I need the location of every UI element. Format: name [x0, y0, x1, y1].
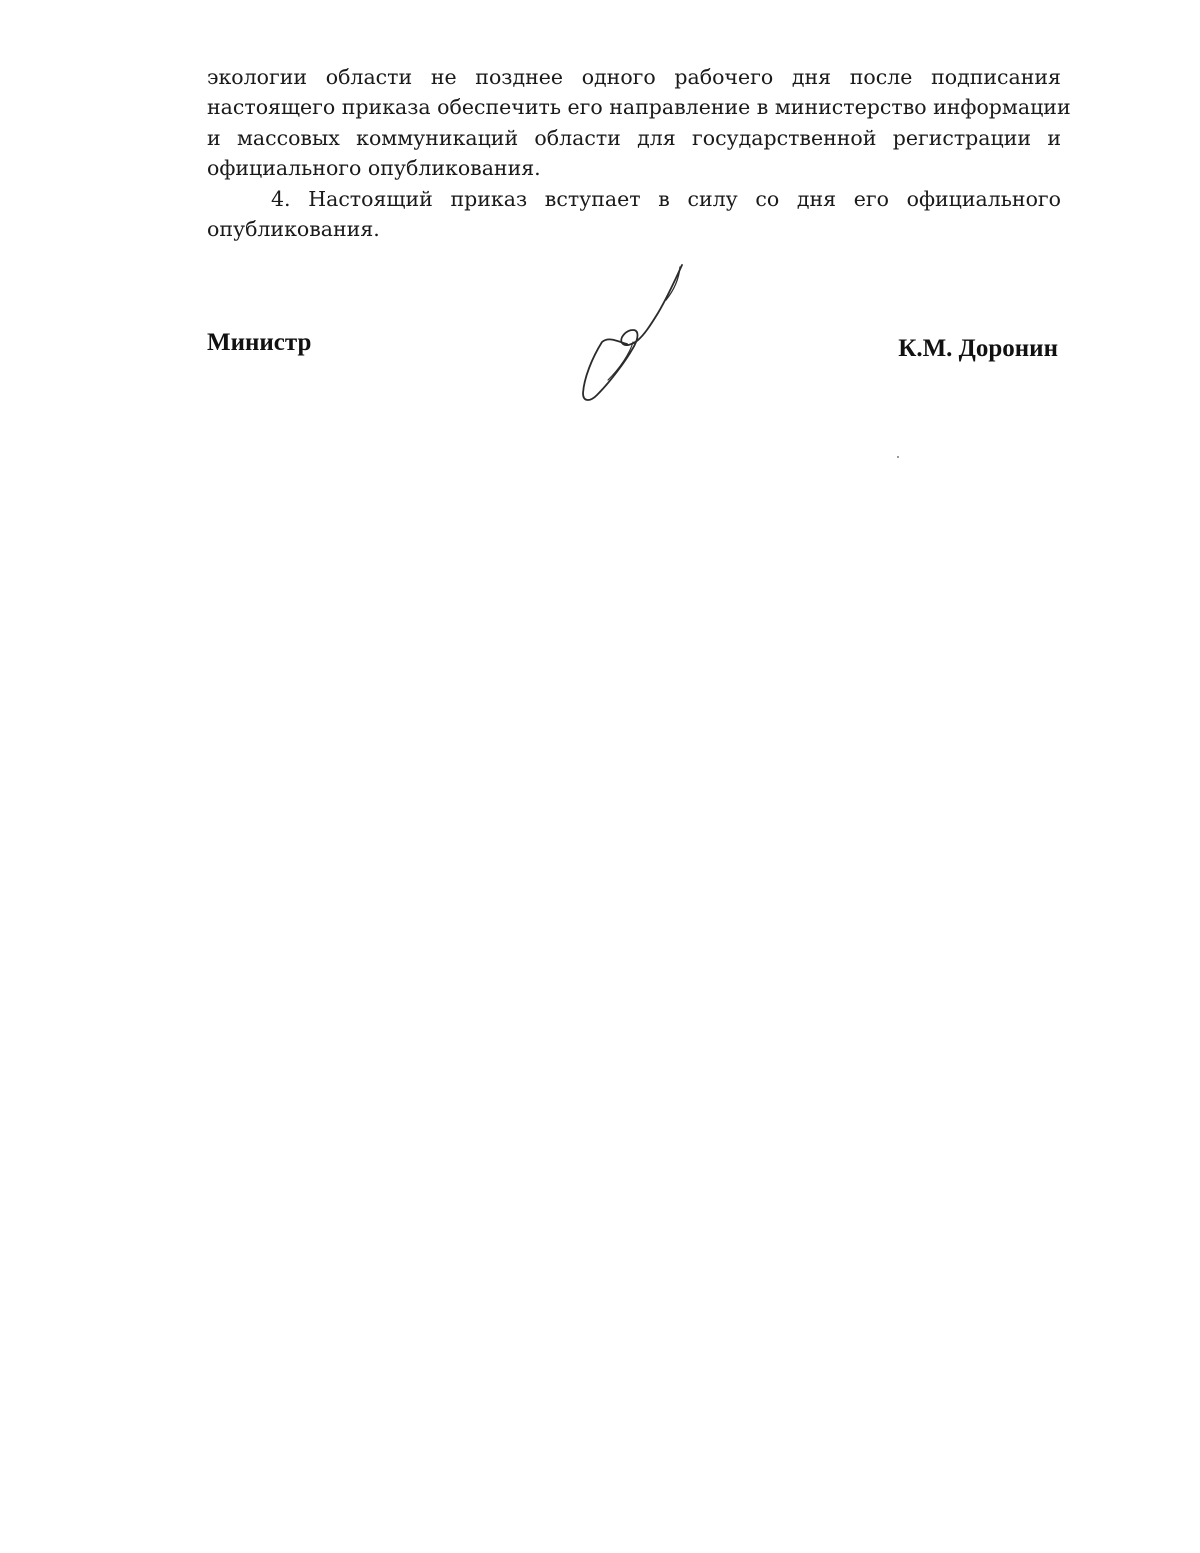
- signatory-title: Министр: [207, 329, 312, 356]
- scan-speck: [897, 456, 899, 458]
- signatory-name: К.М. Доронин: [898, 335, 1058, 362]
- paragraph-line-3: и массовых коммуникаций области для государственной регистрации и: [207, 125, 1061, 150]
- item-4-line-1: 4. Настоящий приказ вступает в силу со дня его официального: [271, 186, 1061, 211]
- paragraph-line-2: настоящего приказа обеспечить его направление в министерство информации: [207, 95, 1071, 120]
- item-4-line-2: опубликования.: [207, 217, 380, 242]
- paragraph-line-4: официального опубликования.: [207, 156, 541, 181]
- paragraph-line-1: экологии области не позднее одного рабочего дня после подписания: [207, 65, 1061, 89]
- handwritten-signature: [570, 258, 700, 408]
- document-body: [207, 62, 1071, 244]
